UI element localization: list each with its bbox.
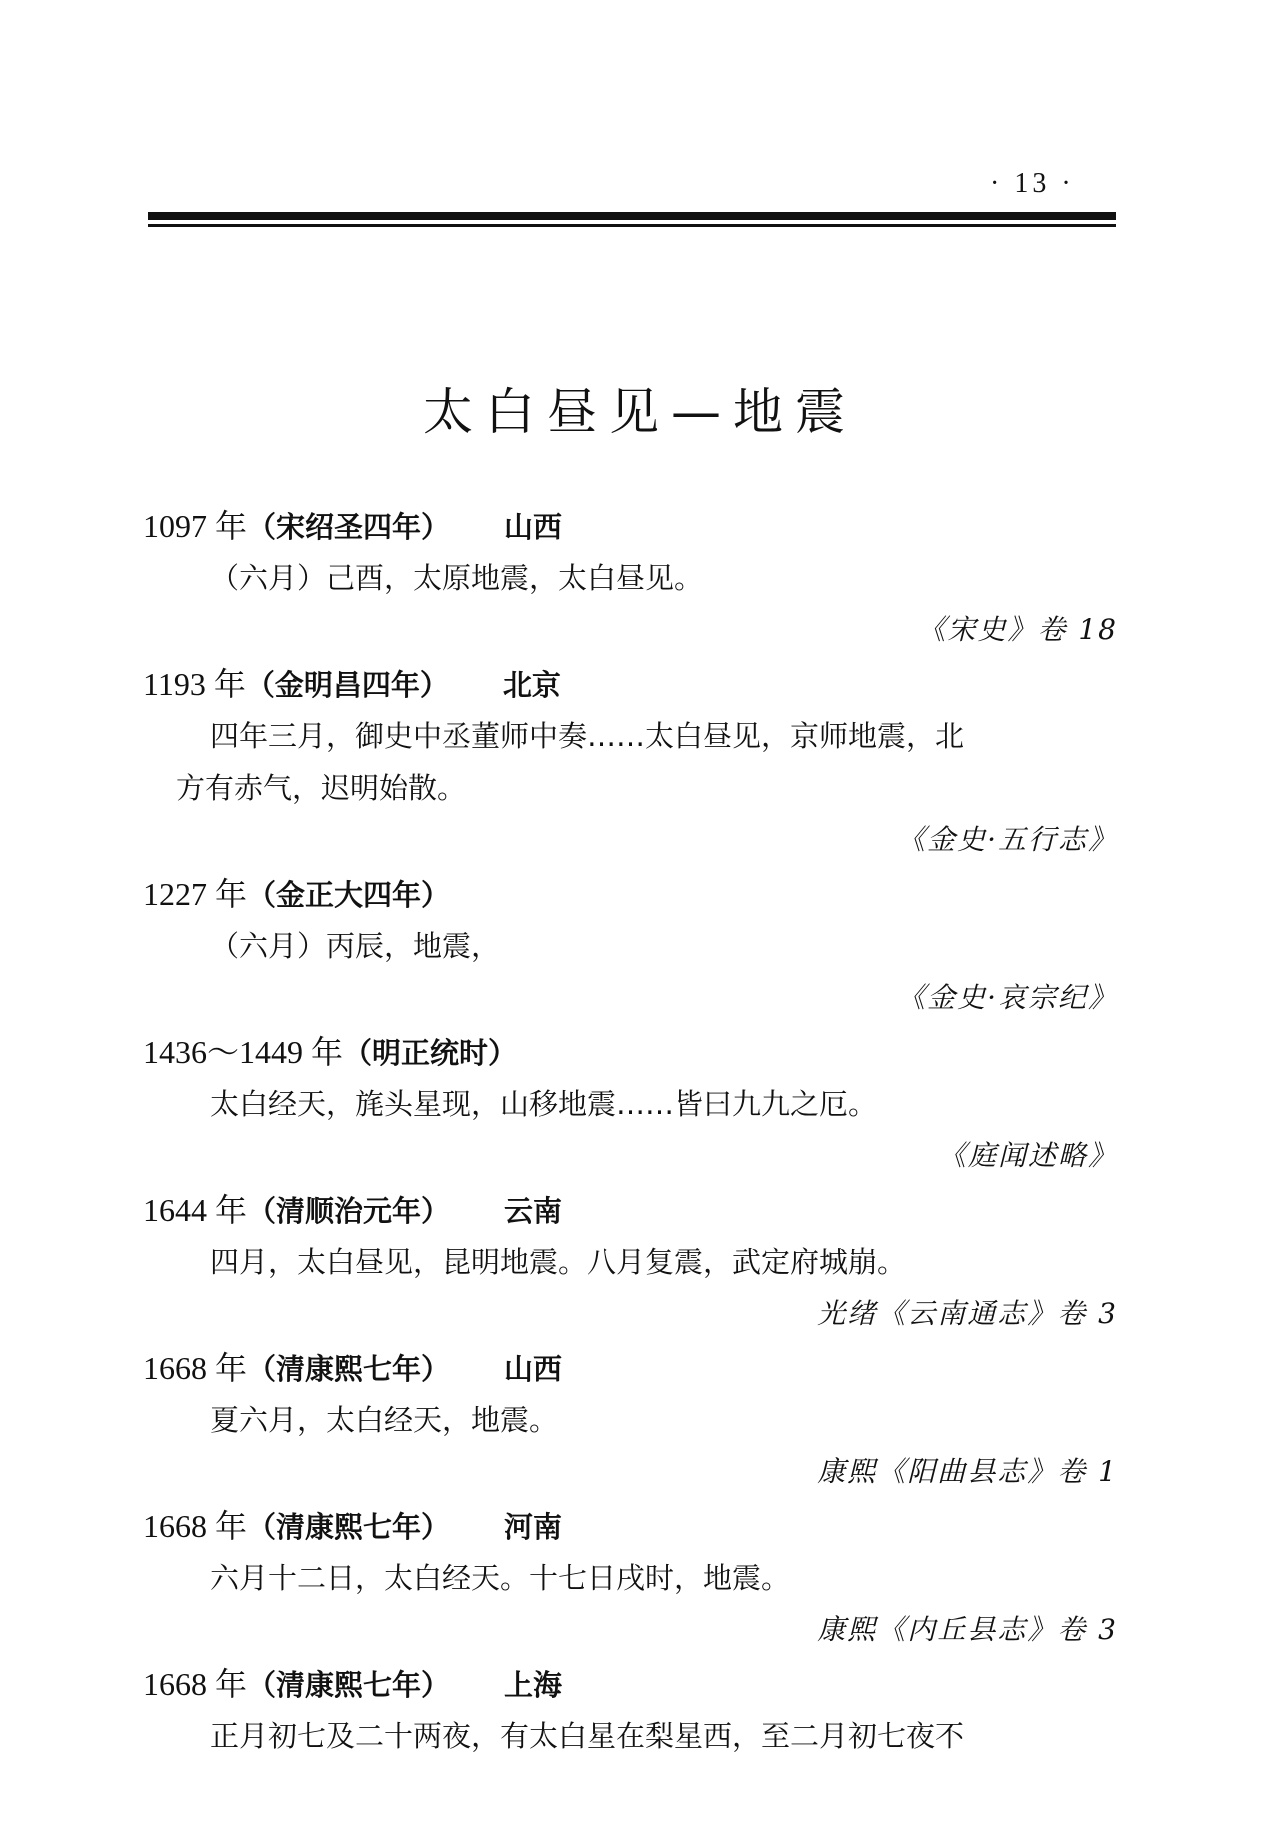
entry-era: （宋绍圣四年） (247, 510, 451, 544)
entry-header (143, 1026, 1118, 1078)
entry-year: 1436～1449 年 (143, 1034, 344, 1070)
entry (143, 868, 1118, 1024)
entry-source: 《庭闻述略》 (937, 1139, 1118, 1172)
header-rule-thin (148, 224, 1116, 227)
entry-era: （金正大四年） (247, 878, 451, 912)
entry (143, 1658, 1118, 1762)
entry-place: 河南 (504, 1510, 563, 1544)
entry-header (143, 500, 1118, 552)
entry (143, 1026, 1118, 1182)
entry (143, 1184, 1118, 1340)
entry (143, 658, 1118, 866)
header-rule-thick (148, 212, 1116, 220)
entry-year: 1668 年 (143, 1350, 248, 1386)
entry-header (143, 658, 1118, 710)
entry-era: （清康熙七年） (247, 1668, 451, 1702)
entry-source: 康熙《内丘县志》卷 3 (817, 1613, 1118, 1646)
entry-text: 太白经天，旄头星现，山移地震……皆曰九九之厄。 (210, 1087, 878, 1121)
entry-header (143, 1184, 1118, 1236)
entry (143, 500, 1118, 656)
entry-text: 正月初七及二十两夜，有太白星在梨星西，至二月初七夜不 (210, 1719, 965, 1753)
entry-header (143, 1500, 1118, 1552)
entry-year: 1668 年 (143, 1508, 248, 1544)
entry-era: （明正统时） (343, 1036, 518, 1070)
entry-header (143, 1658, 1118, 1710)
entry-place: 上海 (504, 1668, 563, 1702)
entry (143, 1342, 1118, 1498)
entry-text: 夏六月，太白经天，地震。 (210, 1403, 559, 1437)
entry-era: （金明昌四年） (245, 668, 449, 702)
entry-place: 山西 (504, 510, 563, 544)
entry-year: 1227 年 (143, 876, 248, 912)
entry-year: 1097 年 (143, 508, 248, 544)
entry-text: 四年三月，御史中丞董师中奏……太白昼见，京师地震，北 (210, 719, 965, 753)
entry-source: 康熙《阳曲县志》卷 1 (817, 1455, 1118, 1488)
entry (143, 1500, 1118, 1656)
entries-list (143, 500, 1118, 1764)
entry-text: 六月十二日，太白经天。十七日戌时，地震。 (210, 1561, 791, 1595)
page-number: · 13 · (990, 168, 1075, 199)
entry-year: 1193 年 (143, 666, 246, 702)
entry-text-continued: 方有赤气，迟明始散。 (176, 771, 467, 805)
entry-era: （清康熙七年） (247, 1510, 451, 1544)
entry-header (143, 1342, 1118, 1394)
entry-year: 1668 年 (143, 1666, 248, 1702)
entry-place: 北京 (502, 668, 561, 702)
entry-source: 《金史·哀宗纪》 (897, 981, 1118, 1014)
entry-text: （六月）己酉，太原地震，太白昼见。 (210, 561, 704, 595)
entry-place: 云南 (504, 1194, 563, 1228)
entry-source: 《金史·五行志》 (897, 823, 1118, 856)
entry-source: 光绪《云南通志》卷 3 (817, 1297, 1118, 1330)
entry-place: 山西 (504, 1352, 563, 1386)
entry-text: 四月，太白昼见，昆明地震。八月复震，武定府城崩。 (210, 1245, 907, 1279)
entry-header (143, 868, 1118, 920)
entry-year: 1644 年 (143, 1192, 248, 1228)
entry-era: （清顺治元年） (247, 1194, 451, 1228)
entry-source: 《宋史》卷 18 (917, 613, 1118, 646)
entry-text: （六月）丙辰，地震， (210, 929, 501, 963)
page-title: 太白昼见—地震 (423, 382, 857, 441)
entry-era: （清康熙七年） (247, 1352, 451, 1386)
